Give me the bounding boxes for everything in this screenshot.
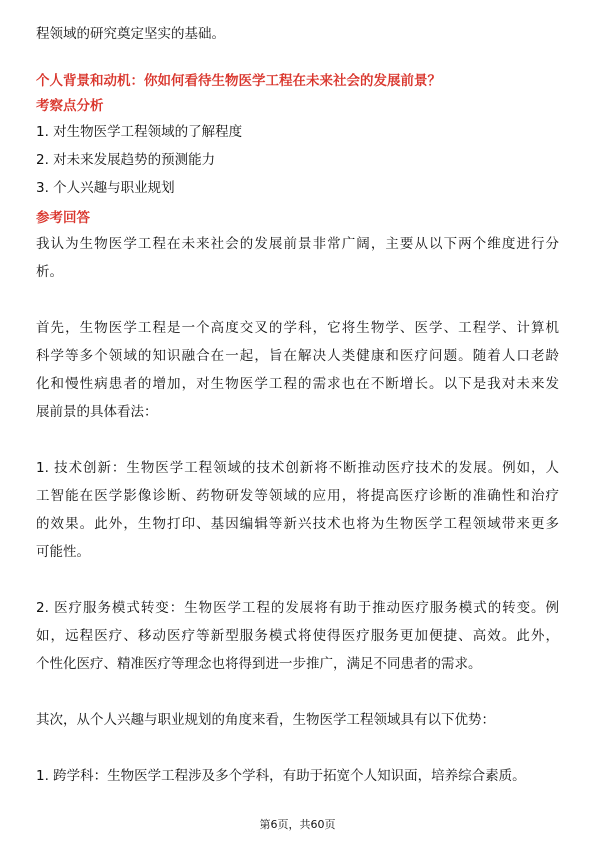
- paragraph-line: 2. 医疗服务模式转变：生物医学工程的发展将有助于推动医疗服务模式的转变。例: [36, 600, 559, 616]
- answer-point3-paragraph: [36, 762, 559, 790]
- paragraph-gap: [36, 678, 559, 706]
- paragraph-line: 个性化医疗、精准医疗等理念也将得到进一步推广，满足不同患者的需求。: [36, 656, 482, 672]
- paragraph-line: 析。: [36, 264, 63, 280]
- answer-second-paragraph: [36, 706, 559, 734]
- paragraph-line: 科学等多个领域的知识融合在一起，旨在解决人类健康和医疗问题。随着人口老龄: [36, 348, 559, 364]
- analysis-item: 3. 个人兴趣与职业规划: [36, 180, 175, 196]
- paragraph-line: 化和慢性病患者的增加，对生物医学工程的需求也在不断增长。以下是我对未来发: [36, 376, 559, 392]
- paragraph-line: 1. 技术创新：生物医学工程领域的技术创新将不断推动医疗技术的发展。例如，人: [36, 460, 559, 476]
- paragraph-line: 的效果。此外，生物打印、基因编辑等新兴技术也将为生物医学工程领域带来更多: [36, 516, 559, 532]
- analysis-item: 1. 对生物医学工程领域的了解程度: [36, 124, 243, 140]
- paragraph-line: 展前景的具体看法：: [36, 404, 158, 420]
- answer-heading: 参考回答: [36, 210, 90, 226]
- paragraph-line: 如，远程医疗、移动医疗等新型服务模式将使得医疗服务更加便捷、高效。此外，: [36, 628, 559, 644]
- answer-point1-paragraph: [36, 454, 559, 566]
- paragraph-line: 1. 跨学科：生物医学工程涉及多个学科，有助于拓宽个人知识面，培养综合素质。: [36, 768, 526, 784]
- paragraph-line: 工智能在医学影像诊断、药物研发等领域的应用，将提高医疗诊断的准确性和治疗: [36, 488, 559, 504]
- paragraph-line: 我认为生物医学工程在未来社会的发展前景非常广阔，主要从以下两个维度进行分: [36, 236, 559, 252]
- continued-text-line: 程领域的研究奠定坚实的基础。: [36, 26, 225, 42]
- paragraph-gap: [36, 426, 559, 454]
- paragraph-gap: [36, 734, 559, 762]
- paragraph-line: 其次，从个人兴趣与职业规划的角度来看，生物医学工程领域具有以下优势：: [36, 712, 495, 728]
- paragraph-line: 可能性。: [36, 544, 90, 560]
- analysis-item: 2. 对未来发展趋势的预测能力: [36, 152, 216, 168]
- answer-point2-paragraph: [36, 594, 559, 678]
- paragraph-line: 首先，生物医学工程是一个高度交叉的学科，它将生物学、医学、工程学、计算机: [36, 320, 559, 336]
- page-content: [36, 20, 559, 790]
- paragraph-gap: [36, 286, 559, 314]
- analysis-heading: 考察点分析: [36, 98, 104, 114]
- answer-intro-paragraph: [36, 230, 559, 286]
- paragraph-gap: [36, 566, 559, 594]
- question-heading: 个人背景和动机：你如何看待生物医学工程在未来社会的发展前景？: [36, 73, 441, 89]
- answer-first-paragraph: [36, 314, 559, 426]
- analysis-list: [36, 118, 559, 202]
- page-number-footer: 第6页，共60页: [259, 818, 336, 831]
